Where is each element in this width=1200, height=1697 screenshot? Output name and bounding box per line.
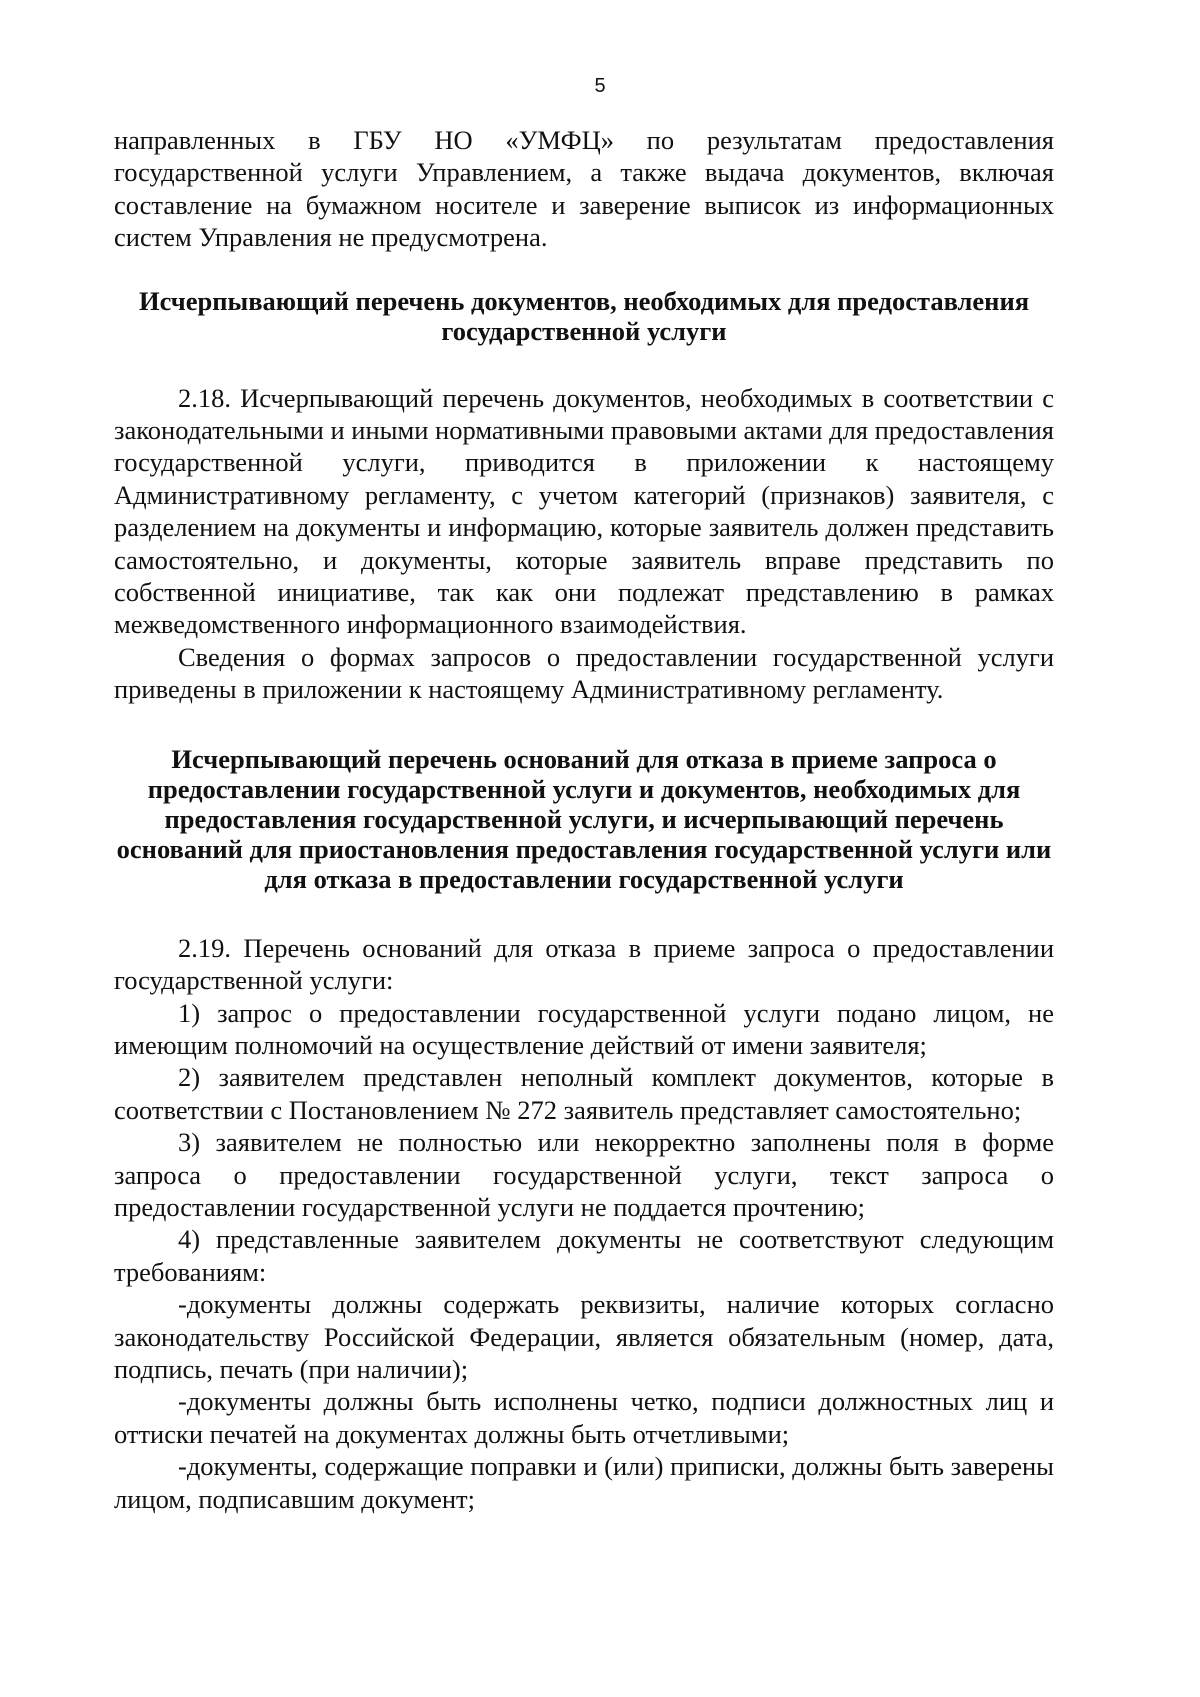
- section-heading-documents-list: [114, 286, 1054, 346]
- page-number: 5: [594, 75, 606, 97]
- paragraph-intro: направленных в ГБУ НО «УМФЦ» по результатам предоставления государственной услуги Управлением, а также выдача документов, включая составление на бумажном носителе и заверение выписок из информационных систем Управления не предусмотрена.: [114, 125, 1054, 253]
- document-body: [114, 124, 1054, 1515]
- list-item-1: 1) запрос о предоставлении государственной услуги подано лицом, не имеющим полномочий на осуществление действий от имени заявителя;: [114, 997, 1054, 1060]
- section-heading-refusal-grounds: [114, 744, 1054, 894]
- heading-line: Исчерпывающий перечень документов, необходимых для предоставления: [138, 285, 1030, 316]
- list-item-4: 4) представленные заявителем документы не соответствуют следующим требованиям:: [114, 1224, 1054, 1287]
- requirement-item-2: -документы должны быть исполнены четко, подписи должностных лиц и оттиски печатей на документах должны быть отчетливыми;: [114, 1386, 1054, 1449]
- heading-line: предоставлении государственной услуги и документов, необходимых для: [147, 773, 1021, 804]
- paragraph-2-19: 2.19. Перечень оснований для отказа в приеме запроса о предоставлении государственной услуги:: [114, 932, 1054, 996]
- heading-line: оснований для приостановления предоставления государственной услуги или: [116, 833, 1052, 864]
- paragraph-2-18: 2.18. Исчерпывающий перечень документов, необходимых в соответствии с законодательными и иными нормативными правовыми актами для предоставления государственной услуги, приводится в приложении к настоящему Административному регламенту, с учетом категорий (признаков) заявителя, с разделением на документы и информацию, которые заявитель должен представить самостоятельно, и документы, которые заявитель вправе представить по собственной инициативе, так как они подлежат представлению в рамках межведомственного информационного взаимодействия.: [114, 382, 1054, 640]
- paragraph-forms: Сведения о формах запросов о предоставлении государственной услуги приведены в приложении к настоящему Административному регламенту.: [114, 641, 1054, 705]
- list-item-2: 2) заявителем представлен неполный комплект документов, которые в соответствии с Постановлением № 272 заявитель представляет самостоятельно;: [114, 1062, 1054, 1125]
- heading-line: для отказа в предоставлении государственной услуги: [264, 863, 904, 894]
- requirement-item-3: -документы, содержащие поправки и (или) приписки, должны быть заверены лицом, подписавшим документ;: [114, 1451, 1054, 1514]
- heading-line: Исчерпывающий перечень оснований для отказа в приеме запроса о: [171, 743, 997, 774]
- list-item-3: 3) заявителем не полностью или некорректно заполнены поля в форме запроса о предоставлении государственной услуги, текст запроса о предоставлении государственной услуги не поддается прочтению;: [114, 1127, 1054, 1222]
- heading-line: государственной услуги: [441, 315, 727, 346]
- heading-line: предоставления государственной услуги, и исчерпывающий перечень: [164, 803, 1004, 834]
- requirement-item-1: -документы должны содержать реквизиты, наличие которых согласно законодательству Российской Федерации, является обязательным (номер, дата, подпись, печать (при наличии);: [114, 1289, 1054, 1384]
